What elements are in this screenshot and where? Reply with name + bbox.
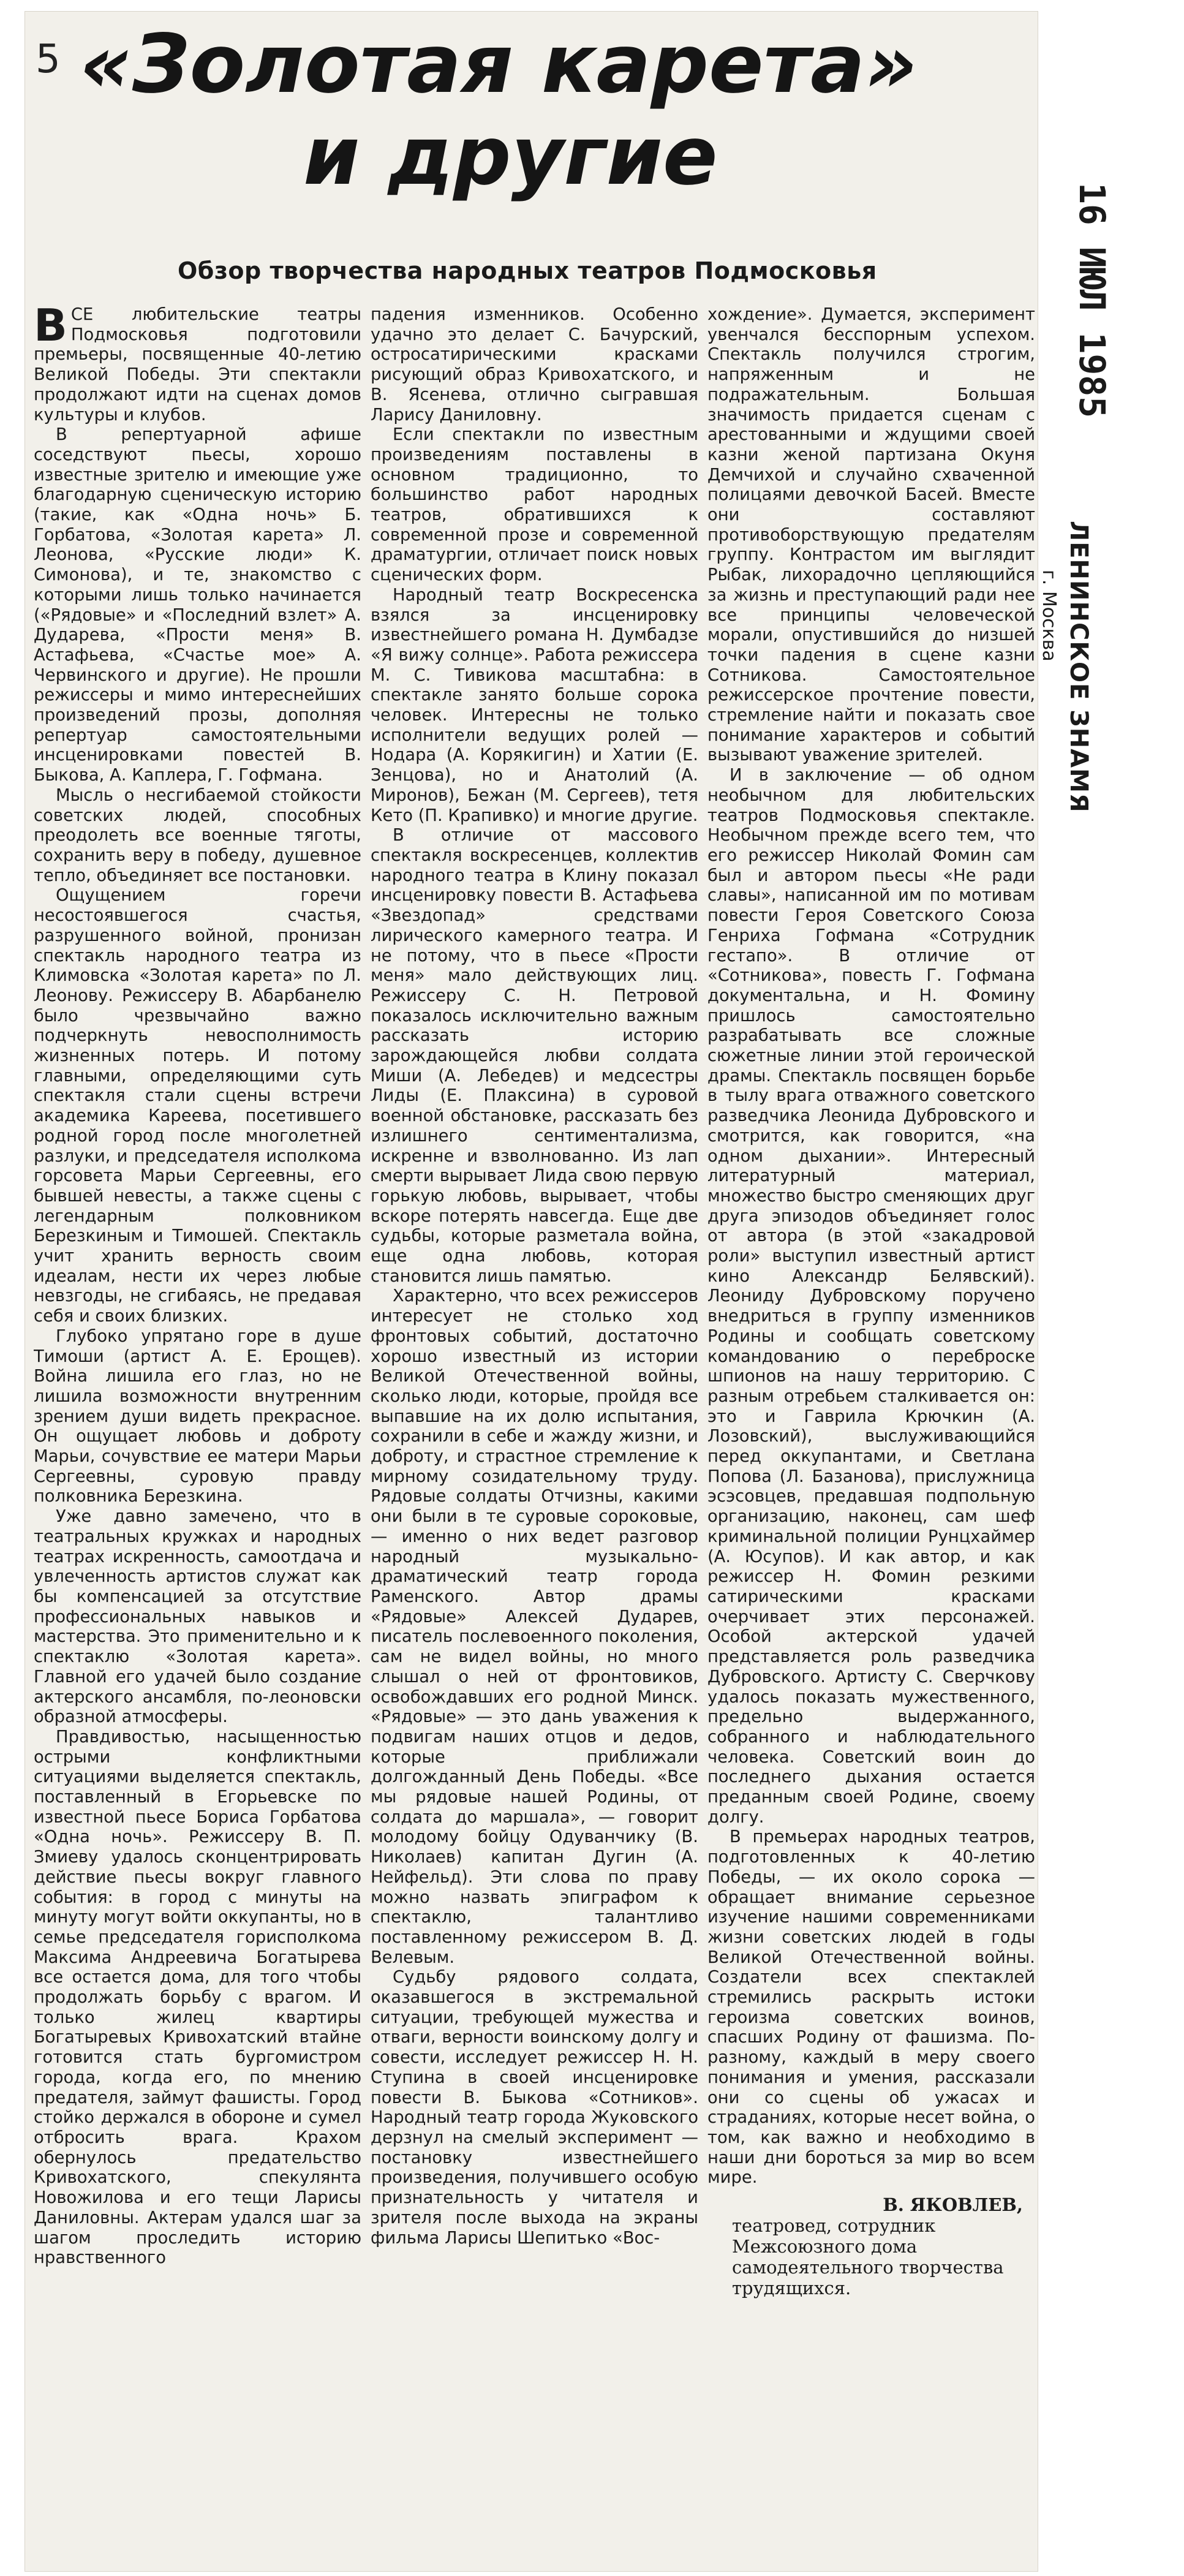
stamp-city: г. Москва (1038, 570, 1060, 662)
paragraph: Народный театр Воскресенска взялся за инсценировку известнейшего романа Н. Думбадзе «Я вижу солнце». Работа режиссера М. С. Тивикова масштабна: в спектакле занято больше сорока человек. Интересны не только исполнители ведущих ролей — Нодара (А. Корякигин) и Хатии (Е. Зенцова), но и Анатолий (А. Миронов), Бежан (М. Сергеев), тетя Кето (П. Крапивко) и многие другие. (371, 585, 698, 825)
article-subtitle: Обзор творчества народных театров Подмосковья (178, 257, 877, 284)
paragraph: Глубоко упрятано горе в душе Тимоши (артист А. Е. Ерощев). Война лишила его глаз, но не лишила возможности внутренним зрением души видеть прекрасное. Он ощущает любовь и доброту Марьи, сочувствие ее матери Марьи Сергеевны, суровую правду полковника Березкина. (34, 1326, 361, 1506)
paragraph: Ощущением горечи несостоявшегося счастья, разрушенного войной, пронизан спектакль народного театра из Климовска «Золотая карета» по Л. Леонову. Режиссеру В. Абарбанелю было чрезвычайно важно подчеркнуть невосполнимость жизненных потерь. И потому главными, определяющими суть спектакля стали сцены встречи академика Кареева, посетившего родной город после многолетней разлуки, и председателя исполкома горсовета Марьи Сергеевны, его бывшей невесты, а также сцены с легендарным полковником Березкиным и Тимошей. Спектакль учит хранить верность своим идеалам, нести их через любые невзгоды, не сгибаясь, не предавая себя и своих близких. (34, 886, 361, 1326)
article-body (34, 305, 1035, 2566)
paragraph: Если спектакли по известным произведениям поставлены в основном традиционно, то большинство работ народных театров, обратившихся к современной прозе и современной драматургии, отличает поиск новых сценических форм. (371, 425, 698, 585)
paragraph: Мысль о несгибаемой стойкости советских людей, способных преодолеть все военные тяготы, сохранить веру в победу, душевное тепло, объединяет все постановки. (34, 785, 361, 885)
paragraph: Правдивостью, насыщенностью острыми конфликтными ситуациями выделяется спектакль, поставленный в Егорьевске по известной пьесе Бориса Горбатова «Одна ночь». Режиссеру В. П. Змиеву удалось сконцентрировать действие пьесы вокруг главного события: в город с минуты на минуту могут войти оккупанты, но в семье председателя горисполкома Максима Андреевича Богатырева все остается дома, для того чтобы продолжать борьбу с врагом. И только жилец квартиры Богатыревых Кривохатский втайне готовится стать бургомистром города, когда его, по мнению предателя, займут фашисты. Город стойко держался в обороне и сумел отбросить врага. Крахом обернулось предательство Кривохатского, спекулянта Новожилова и его тещи Ларисы Даниловны. Актерам удался шаг за шагом проследить историю нравственного (34, 1727, 361, 2268)
article-title (61, 18, 1041, 202)
stamp-date: 16 ИЮЛ 1985 (1071, 183, 1113, 418)
author-signature (707, 2194, 1035, 2298)
paragraph: В премьерах народных театров, подготовленных к 40-летию Победы, — их около сорока — обращает внимание серьезное изучение нашими современниками жизни советских людей в годы Великой Отечественной войны. Создатели всех спектаклей стремились раскрыть истоки героизма советских воинов, спасших Родину от фашизма. По-разному, каждый в меру своего понимания и умения, рассказали они со сцены об ужасах и страданиях, которые несет война, о том, как важно и необходимо в наши дни бороться за мир во всем мире. (707, 1827, 1035, 2188)
paragraph: ВСЕ любительские театры Подмосковья подготовили премьеры, посвященные 40-летию Великой Победы. Эти спектакли продолжают идти на сценах домов культуры и клубов. (34, 305, 361, 425)
paragraph: хождение». Думается, эксперимент увенчался бесспорным успехом. Спектакль получился строгим, напряженным и не подражательным. Большая значимость придается сценам с арестованными и ждущими своей казни женой партизана Окуня Демчихой и случайно схваченной полицаями девочкой Басей. Вместе они составляют противоборствующую предателям группу. Контрастом им выглядит Рыбак, лихорадочно цепляющийся за жизнь и преступающий ради нее все принципы человеческой морали, опустившийся до низшей точки падения в сцене казни Сотникова. Самостоятельное режиссерское прочтение повести, стремление найти и показать свое понимание характеров и событий вызывают уважение зрителей. (707, 305, 1035, 765)
column-2 (371, 305, 698, 2566)
paragraph: падения изменников. Особенно удачно это делает С. Бачурский, остросатирическими красками рисующий образ Кривохатского, и В. Ясенева, отлично сыгравшая Ларису Даниловну. (371, 305, 698, 425)
column-1 (34, 305, 361, 2566)
title-line-2: и другие (303, 109, 718, 203)
paragraph: И в заключение — об одном необычном для любительских театров Подмосковья спектакле. Необычном прежде всего тем, что его режиссер Николай Фомин сам был и автором пьесы «Не ради славы», написанной им по мотивам повести Героя Советского Союза Генриха Гофмана «Сотрудник гестапо». В отличие от «Сотникова», повесть Г. Гофмана документальна, и Н. Фомину пришлось самостоятельно разрабатывать все сложные сюжетные линии этой героической драмы. Спектакль посвящен борьбе в тылу врага отважного советского разведчика Леонида Дубровского и смотрится, как говорится, «на одном дыхании». Интересный литературный материал, множество быстро сменяющих друг друга эпизодов объединяет голос от автора (в этой «закадровой роли» выступил известный артист кино Александр Белявский). Леониду Дубровскому поручено внедриться в группу изменников Родины и сообщать советскому командованию о переброске шпионов на нашу территорию. С разным отребьем сталкивается он: это и Гаврила Крючкин (А. Лозовский), выслуживающийся перед оккупантами, и Светлана Попова (Л. Базанова), прислужница эсэсовцев, предавшая подпольную организацию, наконец, сам шеф криминальной полиции Рунцхаймер (А. Юсупов). И как автор, и как режиссер Н. Фомин резкими сатирическими красками очерчивает этих персонажей. Особой актерской удачей представляется роль разведчика Дубровского. Артисту С. Сверчкову удалось показать мужественного, предельно выдержанного, собранного и наблюдательного человека. Советский воин до последнего дыхания остается преданным своей Родине, своему долгу. (707, 766, 1035, 1827)
title-line-1: «Золотая карета» (80, 17, 918, 111)
author-role: театровед, сотрудник Межсоюзного дома самодеятельного творчества трудящихся. (732, 2215, 1004, 2299)
paragraph: Уже давно замечено, что в театральных кружках и народных театрах искренность, самоотдача и увлеченность артистов служат как бы компенсацией за отсутствие профессиональных навыков и мастерства. Это применительно и к спектаклю «Золотая карета». Главной его удачей было создание актерского ансамбля, по-леоновски образной атмосферы. (34, 1507, 361, 1727)
paragraph: Судьбу рядового солдата, оказавшегося в экстремальной ситуации, требующей мужества и отваги, верности воинскому долгу и совести, исследует режиссер Н. Н. Ступина в своей инсценировке повести В. Быкова «Сотников». Народный театр города Жуковского дерзнул на смелый эксперимент — постановку известнейшего произведения, получившего особую признательность у читателя и зрителя после выхода на экраны фильма Ларисы Шепитько «Вос- (371, 1968, 698, 2248)
archive-stamp (1038, 178, 1116, 813)
paragraph: В репертуарной афише соседствуют пьесы, хорошо известные зрителю и имеющие уже благодарную сценическую историю (такие, как «Одна ночь» Б. Горбатова, «Золотая карета» Л. Леонова, «Русские люди» К. Симонова), и те, знакомство с которыми лишь только начинается («Рядовые» и «Последний взлет» А. Дударева, «Прости меня» В. Астафьева, «Счастье мое» А. Червинского и другие). Не прошли режиссеры и мимо интереснейших произведений прозы, дополняя репертуар самостоятельными инсценировками повестей В. Быкова, А. Каплера, Г. Гофмана. (34, 425, 361, 785)
pencil-mark: 5 (36, 37, 61, 82)
paragraph: Характерно, что всех режиссеров интересует не столько ход фронтовых событий, достаточно хорошо известный из истории Великой Отечественной войны, сколько люди, которые, пройдя все выпавшие на их долю испытания, сохранили в себе и жажду жизни, и доброту, и страстное стремление к мирному созидательному труду. Рядовые солдаты Отчизны, какими они были в те суровые сороковые, — именно о них ведет разговор народный музыкально-драматический театр города Раменского. Автор драмы «Рядовые» Алексей Дударев, писатель послевоенного поколения, сам не видел войны, но много слышал о ней от фронтовиков, освобождавших его родной Минск. «Рядовые» — это дань уважения к подвигам наших отцов и дедов, которые приближали долгожданный День Победы. «Все мы рядовые нашей Родины, от солдата до маршала», — говорит молодому бойцу Одуванчику (В. Николаев) капитан Дугин (А. Нейфельд). Эти слова по праву можно назвать эпиграфом к спектаклю, талантливо поставленному режиссером В. Д. Велевым. (371, 1286, 698, 1967)
author-name: В. ЯКОВЛЕВ, (883, 2194, 1023, 2216)
drop-cap: В (34, 305, 67, 351)
paragraph: В отличие от массового спектакля воскресенцев, коллектив народного театра в Клину показал инсценировку повести В. Астафьева «Звездопад» средствами лирического камерного театра. И не потому, что в пьесе «Прости меня» мало действующих лиц. Режиссеру С. Н. Петровой показалось исключительно важным рассказать историю зарождающейся любви солдата Миши (А. Лебедев) и медсестры Лиды (Е. Плаксина) в суровой военной обстановке, рассказать без излишнего сентиментализма, искренне и взволнованно. Из лап смерти вырывает Лида свою первую горькую любовь, вырывает, чтобы вскоре потерять навсегда. Еще две судьбы, которые разметала война, еще одна любовь, которая становится лишь памятью. (371, 826, 698, 1286)
column-3 (707, 305, 1035, 2566)
stamp-newspaper: ЛЕНИНСКОЕ ЗНАМЯ (1065, 521, 1093, 813)
